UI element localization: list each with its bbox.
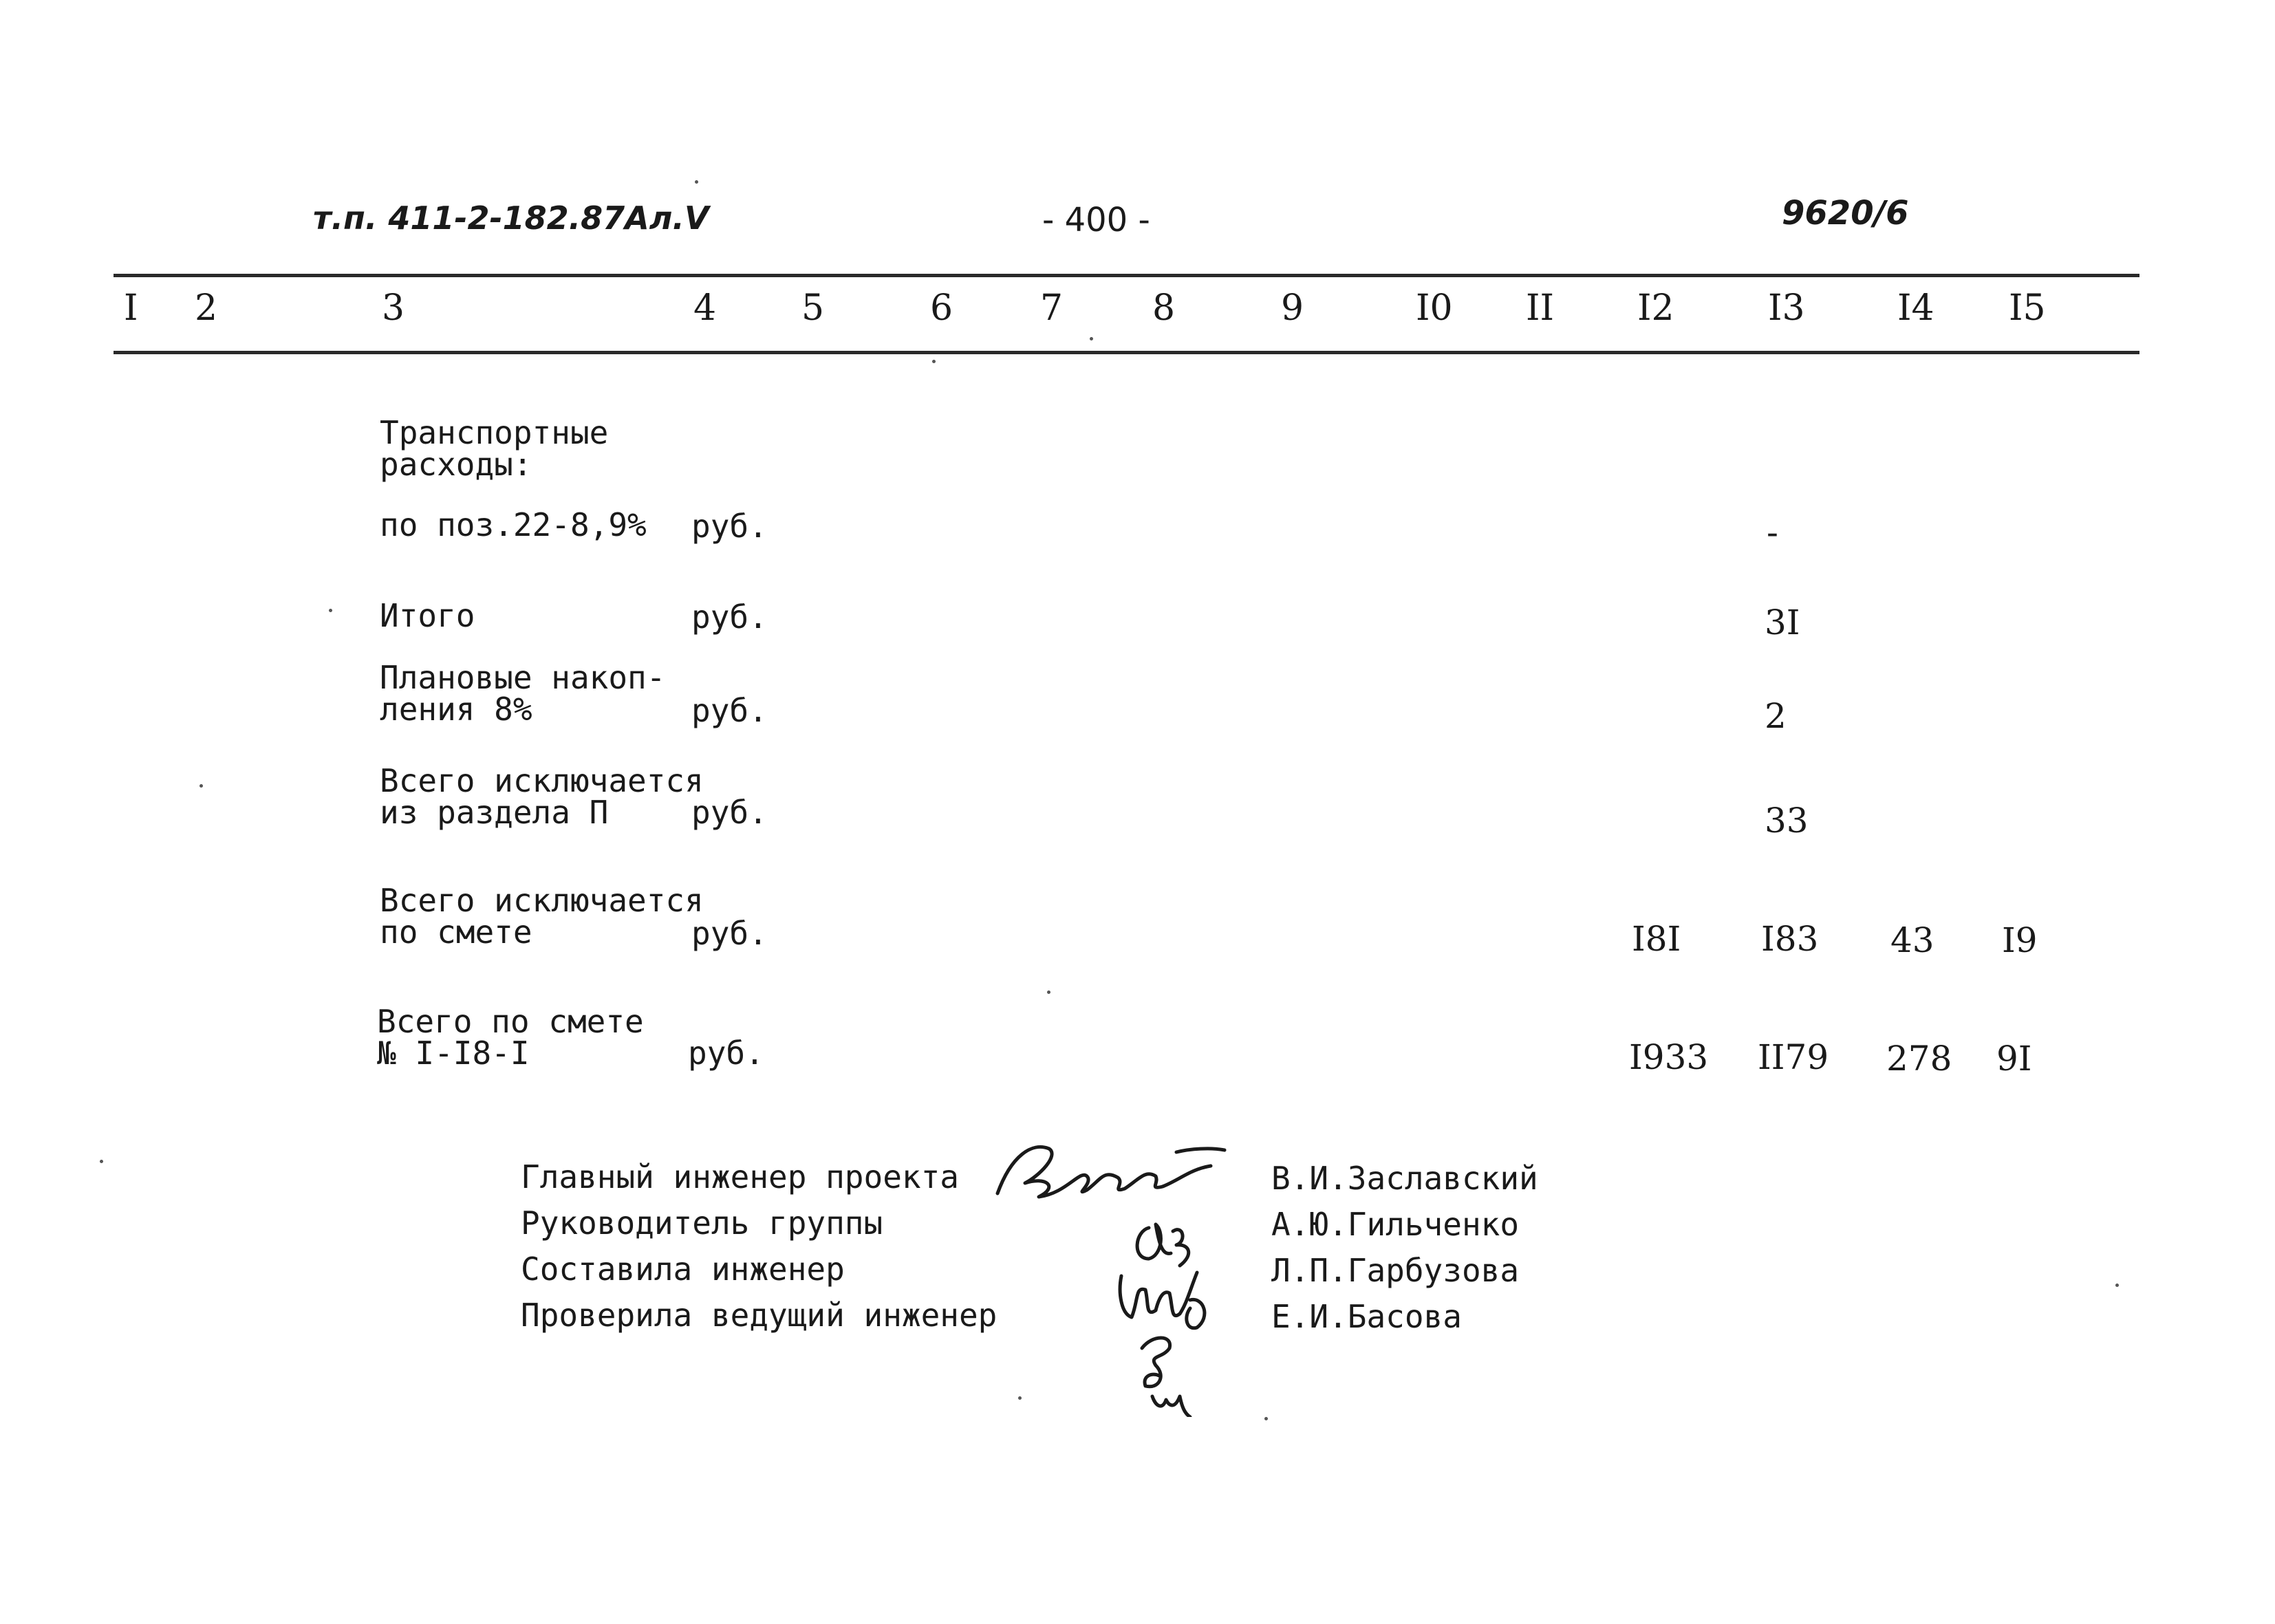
row-excluded-section-label <box>380 762 704 831</box>
scan-speck <box>1047 990 1050 994</box>
table-top-rule <box>114 274 2139 277</box>
row-pos22-col13: - <box>1767 512 1778 552</box>
page-number: - 400 - <box>1042 201 1150 239</box>
signature-name-compiler: Л.П.Гарбузова <box>1271 1252 1520 1289</box>
scan-speck <box>329 609 332 612</box>
row-label-line2: ления 8% <box>380 691 532 728</box>
scan-speck <box>1090 337 1093 340</box>
row-estimate-total-col12: I933 <box>1629 1037 1709 1077</box>
row-total-label: Итого <box>380 597 475 634</box>
signature-name-chief-engineer: В.И.Заславский <box>1271 1160 1538 1197</box>
column-header-7: 7 <box>1040 288 1064 329</box>
column-header-13: I3 <box>1768 288 1805 329</box>
row-pos22-unit: руб. <box>691 508 768 545</box>
sheet-reference: 9620/6 <box>1782 194 1909 232</box>
row-excluded-estimate-col12: I8I <box>1632 919 1681 959</box>
scan-speck <box>200 784 203 788</box>
row-label-line1: Всего исключается <box>380 762 704 799</box>
row-label-line1: Всего исключается <box>380 882 704 919</box>
row-label-line2: по смете <box>380 913 532 951</box>
row-estimate-total-unit: руб. <box>688 1035 764 1072</box>
table-header-rule <box>114 351 2139 354</box>
row-excluded-estimate-unit: руб. <box>691 915 768 952</box>
column-header-14: I4 <box>1897 288 1934 329</box>
row-excluded-estimate-label <box>380 882 704 951</box>
row-label-line2: из раздела П <box>380 794 609 831</box>
column-header-8: 8 <box>1152 288 1176 329</box>
row-estimate-total-label <box>377 1003 644 1072</box>
column-header-6: 6 <box>930 288 953 329</box>
row-estimate-total-col14: 278 <box>1886 1039 1952 1079</box>
signature-group-lead <box>1137 1224 1189 1266</box>
column-header-1: I <box>124 288 138 329</box>
scan-speck <box>695 180 698 184</box>
scan-speck <box>2115 1284 2119 1287</box>
column-header-12: I2 <box>1637 288 1674 329</box>
scan-speck <box>1018 1396 1022 1400</box>
signature-name-checker: Е.И.Басова <box>1271 1298 1462 1335</box>
column-header-9: 9 <box>1281 288 1304 329</box>
row-label-line2: № I-I8-I <box>377 1035 530 1072</box>
row-label-line1: Всего по смете <box>377 1003 644 1040</box>
signature-checker <box>1142 1338 1190 1417</box>
scan-speck <box>1264 1417 1268 1420</box>
signature-role-chief-engineer: Главный инженер проекта <box>521 1158 959 1195</box>
row-estimate-total-col15: 9I <box>1996 1039 2032 1079</box>
row-label-line2: расходы: <box>380 446 532 483</box>
row-estimate-total-col13: II79 <box>1758 1037 1829 1077</box>
column-header-4: 4 <box>693 288 717 329</box>
signature-role-checker: Проверила ведущий инженер <box>521 1297 998 1334</box>
column-header-15: I5 <box>2009 288 2046 329</box>
row-planned-unit: руб. <box>691 692 768 729</box>
column-header-5: 5 <box>801 288 825 329</box>
row-excluded-estimate-col14: 43 <box>1890 920 1934 960</box>
row-planned-label <box>380 659 666 728</box>
scan-speck <box>932 360 936 363</box>
signature-chief-engineer <box>998 1147 1225 1197</box>
row-pos22-label: по поз.22-8,9% <box>380 506 647 543</box>
signature-role-compiler: Составила инженер <box>521 1251 845 1288</box>
column-header-10: I0 <box>1416 288 1453 329</box>
row-excluded-estimate-col13: I83 <box>1761 919 1819 959</box>
row-transport-label <box>380 414 609 483</box>
row-label-line1: Плановые накоп- <box>380 659 666 696</box>
signature-name-group-lead: А.Ю.Гильченко <box>1271 1206 1520 1243</box>
row-excluded-section-col13: 33 <box>1765 801 1809 841</box>
row-label-line1: Транспортные <box>380 414 609 451</box>
row-total-col13: 3I <box>1765 603 1800 642</box>
column-header-2: 2 <box>195 288 218 329</box>
column-header-3: 3 <box>382 288 405 329</box>
signature-compiler <box>1120 1273 1205 1328</box>
scan-speck <box>100 1160 103 1163</box>
row-total-unit: руб. <box>691 598 768 636</box>
handwritten-signatures <box>984 1128 1245 1417</box>
row-excluded-section-unit: руб. <box>691 794 768 831</box>
row-planned-col13: 2 <box>1765 696 1787 736</box>
document-code: т.п. 411-2-182.87Ал.V <box>313 199 709 237</box>
signature-role-group-lead: Руководитель группы <box>521 1204 883 1242</box>
row-excluded-estimate-col15: I9 <box>2002 920 2038 960</box>
column-header-11: II <box>1526 288 1555 329</box>
